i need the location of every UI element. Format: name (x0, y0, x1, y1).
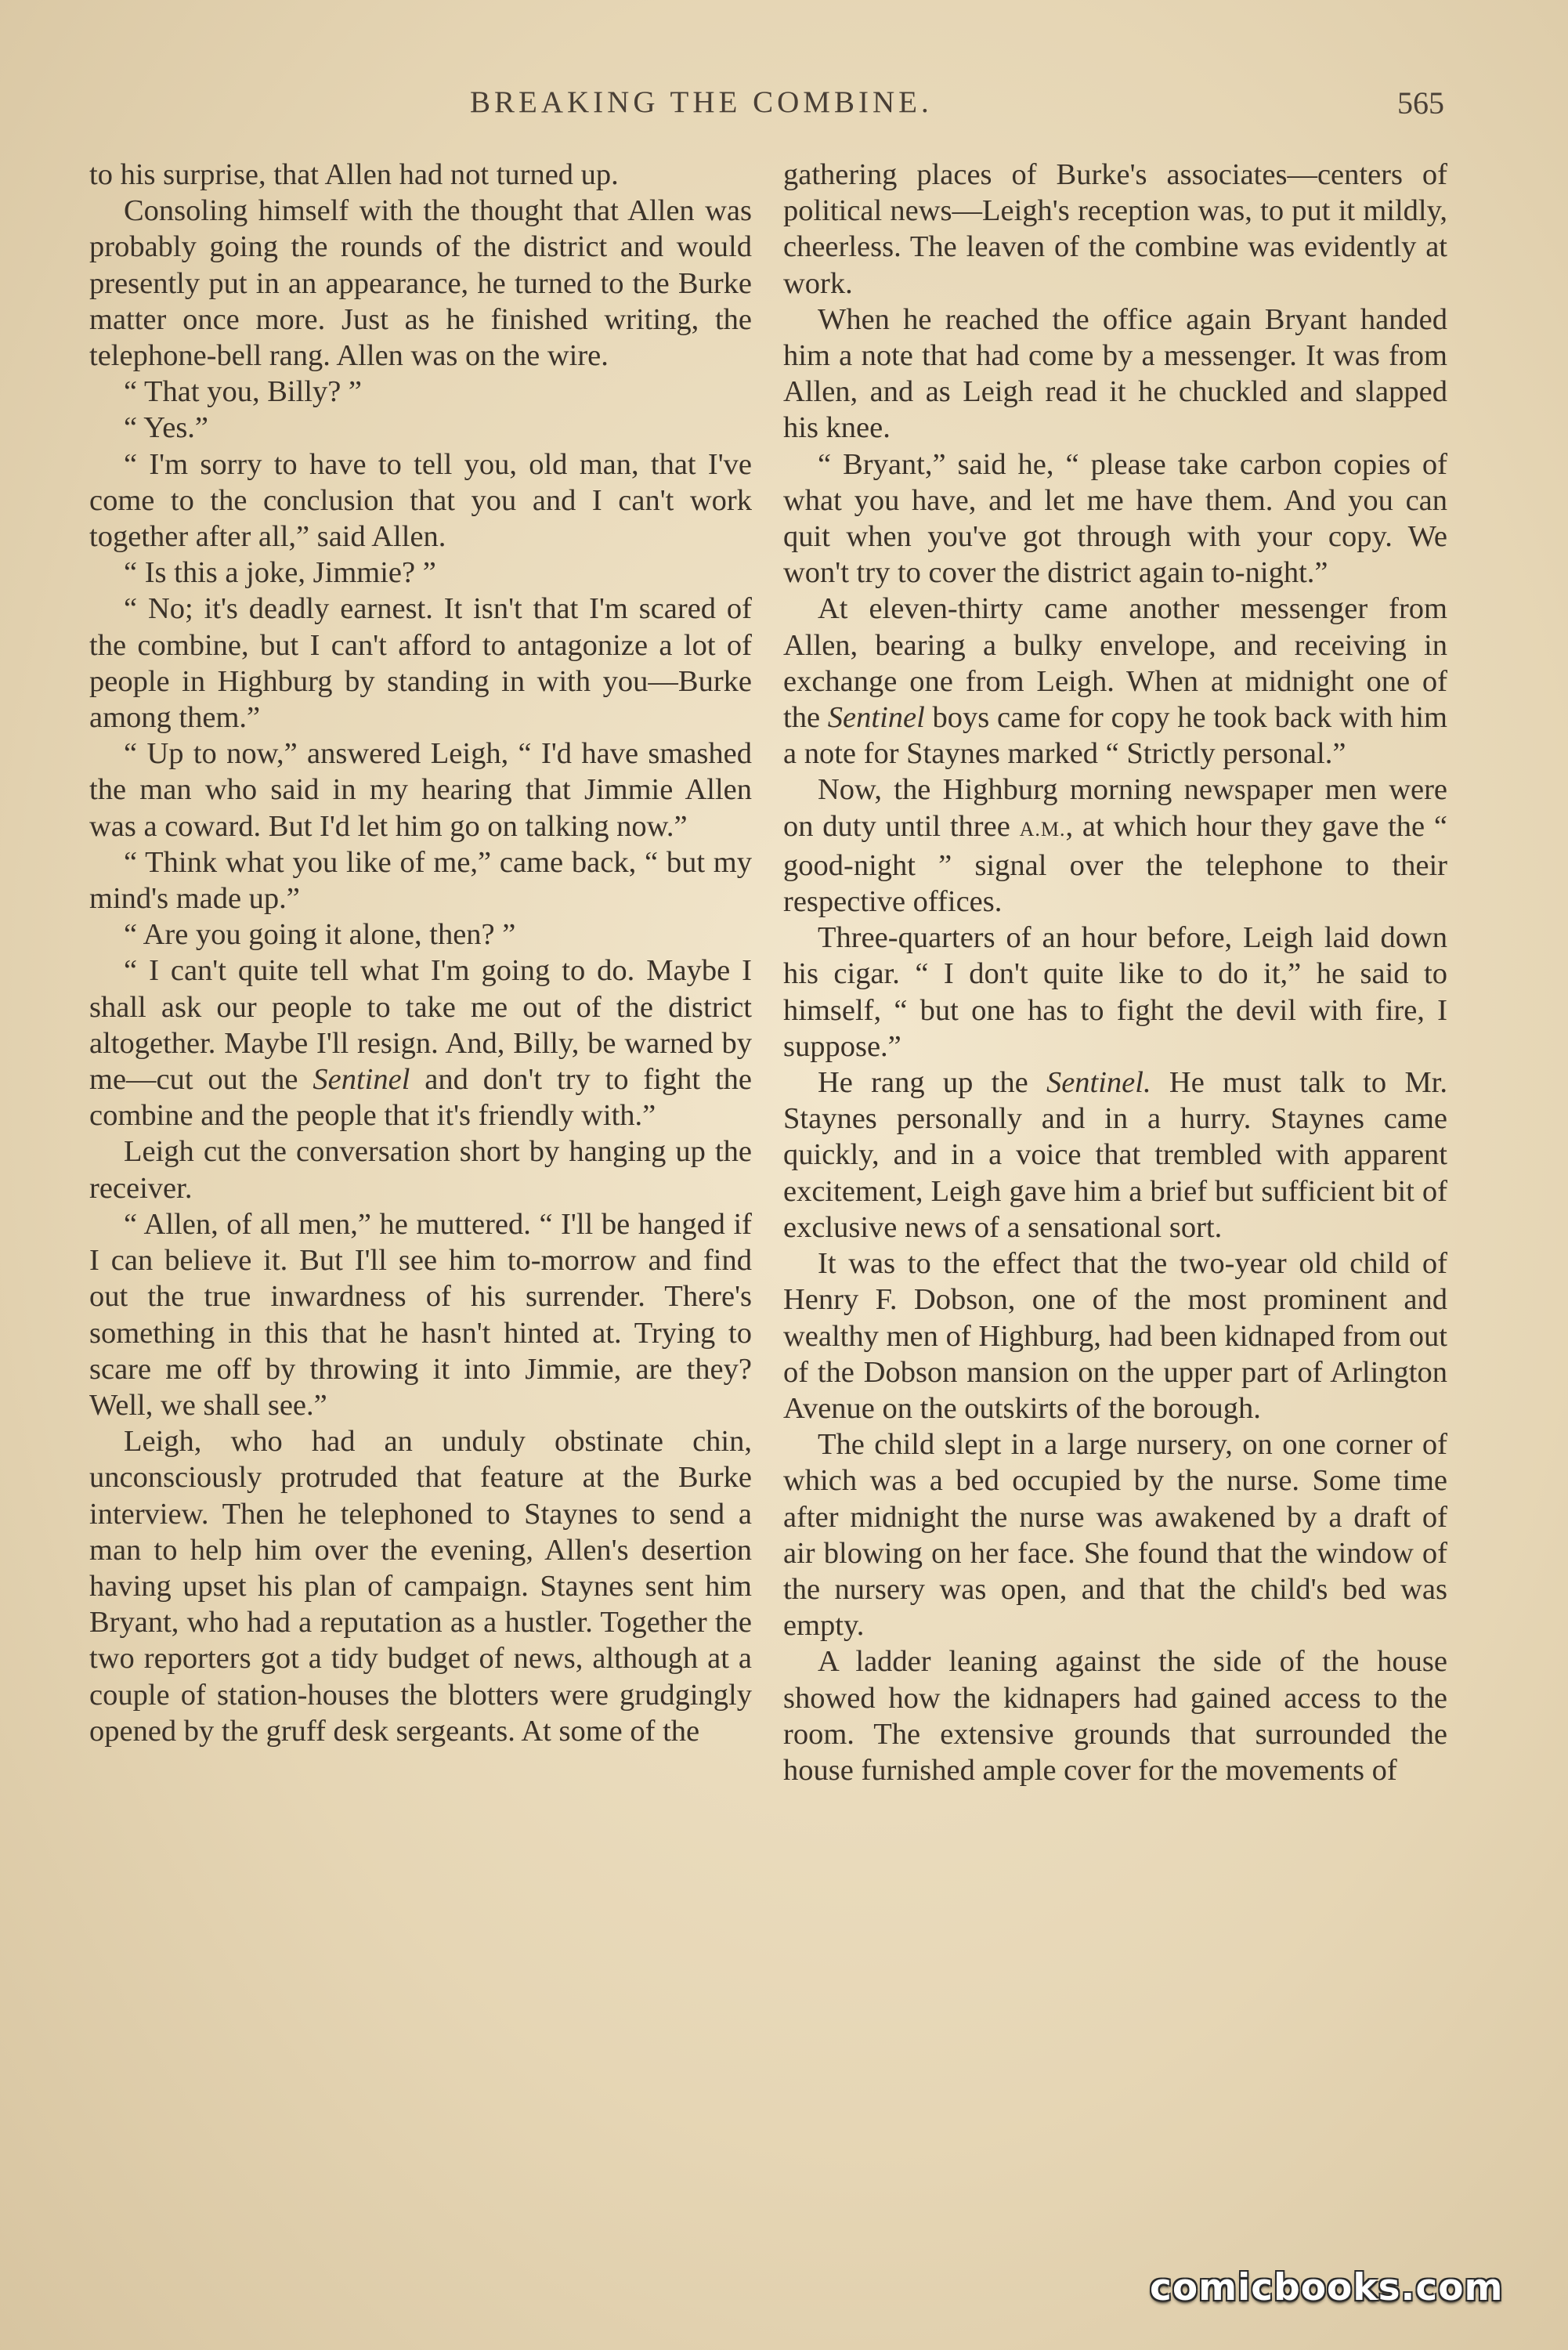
text-run: Leigh, who had an unduly obstinate chin, unconsciously protruded that feature at the Burke interview. Then he telephoned to Staynes to send a man to help him over the evening, Allen's desertion having upset his plan of campaign. Staynes sent him Bryant, who had a reputation as a hustler. Together the two reporters got a tidy budget of news, although at a couple of station-houses the blotters were grudgingly opened by the gruff desk sergeants. At some of the (89, 1425, 752, 1748)
text-run: “ Is this a joke, Jimmie? ” (124, 556, 436, 590)
paragraph (783, 1065, 1447, 1246)
text-run: Three-quarters of an hour before, Leigh laid down his cigar. “ I don't quite like to do it,” he said to himself, “ but one has to fight the devil with fire, I suppose.” (783, 921, 1447, 1063)
paragraph (89, 374, 752, 410)
paragraph (89, 591, 752, 736)
text-run: “ Up to now,” answered Leigh, “ I'd have smashed the man who said in my hearing that Jimmie Allen was a coward. But I'd let him go on talking now.” (89, 737, 752, 843)
text-run: Leigh cut the conversation short by hanging up the receiver. (89, 1135, 752, 1205)
text-run: “ No; it's deadly earnest. It isn't that I'm scared of the combine, but I can't afford to antagonize a lot of people in Highburg by standing in with you—Burke among them.” (89, 592, 752, 735)
text-run: A ladder leaning against the side of the house showed how the kidnapers had gained access to the room. The extensive grounds that surrounded the house furnished ample cover for the movements of (783, 1645, 1447, 1787)
paragraph (89, 446, 752, 555)
paragraph (783, 772, 1447, 920)
paragraph (783, 446, 1447, 591)
text-run: “ Bryant,” said he, “ please take carbon copies of what you have, and let me have them. And you can quit when you've got through with your copy. We won't try to cover the district again to-night.” (783, 447, 1447, 590)
paragraph (783, 920, 1447, 1065)
paragraph (783, 1426, 1447, 1643)
text-run: “ I'm sorry to have to tell you, old man, that I've come to the conclusion that you and I can't work together after all,” said Allen. (89, 447, 752, 554)
paragraph (89, 736, 752, 844)
text-run: “ Allen, of all men,” he muttered. “ I'll be hanged if I can believe it. But I'll see him to-morrow and find out the true inwardness of his surrender. There's something in this that he hasn't hinted at. Trying to scare me off by throwing it into Jimmie, are they? Well, we shall see.” (89, 1207, 752, 1422)
left-column (89, 157, 752, 1749)
text-run: It was to the effect that the two-year old child of Henry F. Dobson, one of the most prominent and wealthy men of Highburg, had been kidnaped from out of the Dobson mansion on the upper part of Arlington Avenue on the outskirts of the borough. (783, 1247, 1447, 1425)
running-head: BREAKING THE COMBINE. (470, 85, 933, 119)
text-run: to his surprise, that Allen had not turned up. (89, 158, 619, 191)
paragraph (89, 953, 752, 1133)
page-number: 565 (1397, 85, 1444, 121)
paragraph (783, 1643, 1447, 1788)
text-run: “ Yes.” (124, 411, 209, 445)
italic-text: Sentinel. (1046, 1066, 1151, 1100)
paragraph (89, 1206, 752, 1423)
paragraph (783, 591, 1447, 772)
text-run: At eleven-thirty came another messenger from Allen, bearing a bulky envelope, and receiving in exchange one from Leigh. When at midnight one of the (783, 592, 1447, 735)
text-run: He must talk to Mr. Staynes personally and in a hurry. Staynes came quickly, and in a voice that trembled with apparent excitement, Leigh gave him a brief but sufficient bit of exclusive news of a sensational sort. (783, 1066, 1447, 1244)
text-run: Now, the Highburg morning newspaper men were on duty until three (783, 773, 1447, 843)
paragraph (89, 555, 752, 591)
text-run: “ I can't quite tell what I'm going to do. Maybe I shall ask our people to take me out of the district altogether. Maybe I'll resign. And, Billy, be warned by me—cut out the (89, 954, 752, 1097)
paragraph (89, 410, 752, 446)
text-run: When he reached the office again Bryant handed him a note that had come by a messenger. It was from Allen, and as Leigh read it he chuckled and slapped his knee. (783, 302, 1447, 445)
paragraph (89, 916, 752, 953)
text-run: The child slept in a large nursery, on one corner of which was a bed occupied by the nurse. Some time after midnight the nurse was awakened by a draft of air blowing on her face. She found that the window of the nursery was open, and that the child's bed was empty. (783, 1428, 1447, 1643)
text-run: and don't try to fight the combine and the people that it's friendly with.” (89, 1063, 752, 1133)
text-run: boys came for copy he took back with him a note for Staynes marked “ Strictly personal.” (783, 701, 1447, 771)
paragraph (89, 844, 752, 916)
italic-text: Sentinel (313, 1063, 410, 1097)
text-run: “ Think what you like of me,” came back, “ but my mind's made up.” (89, 845, 752, 916)
text-run: Consoling himself with the thought that Allen was probably going the rounds of the district and would presently put in an appearance, he turned to the Burke matter once more. Just as he finished writing, the telephone-bell rang. Allen was on the wire. (89, 194, 752, 373)
italic-text: Sentinel (827, 701, 925, 735)
paragraph (783, 157, 1447, 302)
paragraph (89, 1423, 752, 1749)
text-run: “ That you, Billy? ” (124, 375, 363, 409)
text-run: , at which hour they gave the “ good-night ” signal over the telephone to their respective offices. (783, 809, 1448, 919)
paragraph (783, 1246, 1447, 1426)
page-header (0, 85, 1568, 132)
text-run: A.M. (1019, 817, 1066, 841)
text-run: gathering places of Burke's associates—centers of political news—Leigh's reception was, to put it mildly, cheerless. The leaven of the combine was evidently at work. (783, 158, 1447, 300)
right-column (783, 157, 1447, 1788)
text-run: “ Are you going it alone, then? ” (124, 918, 516, 952)
paragraph (89, 157, 752, 193)
paragraph (89, 193, 752, 374)
paragraph (783, 302, 1447, 446)
watermark-logo: comicbooks.com (1150, 2266, 1504, 2309)
paragraph (89, 1133, 752, 1206)
text-run: He rang up the (818, 1066, 1046, 1100)
